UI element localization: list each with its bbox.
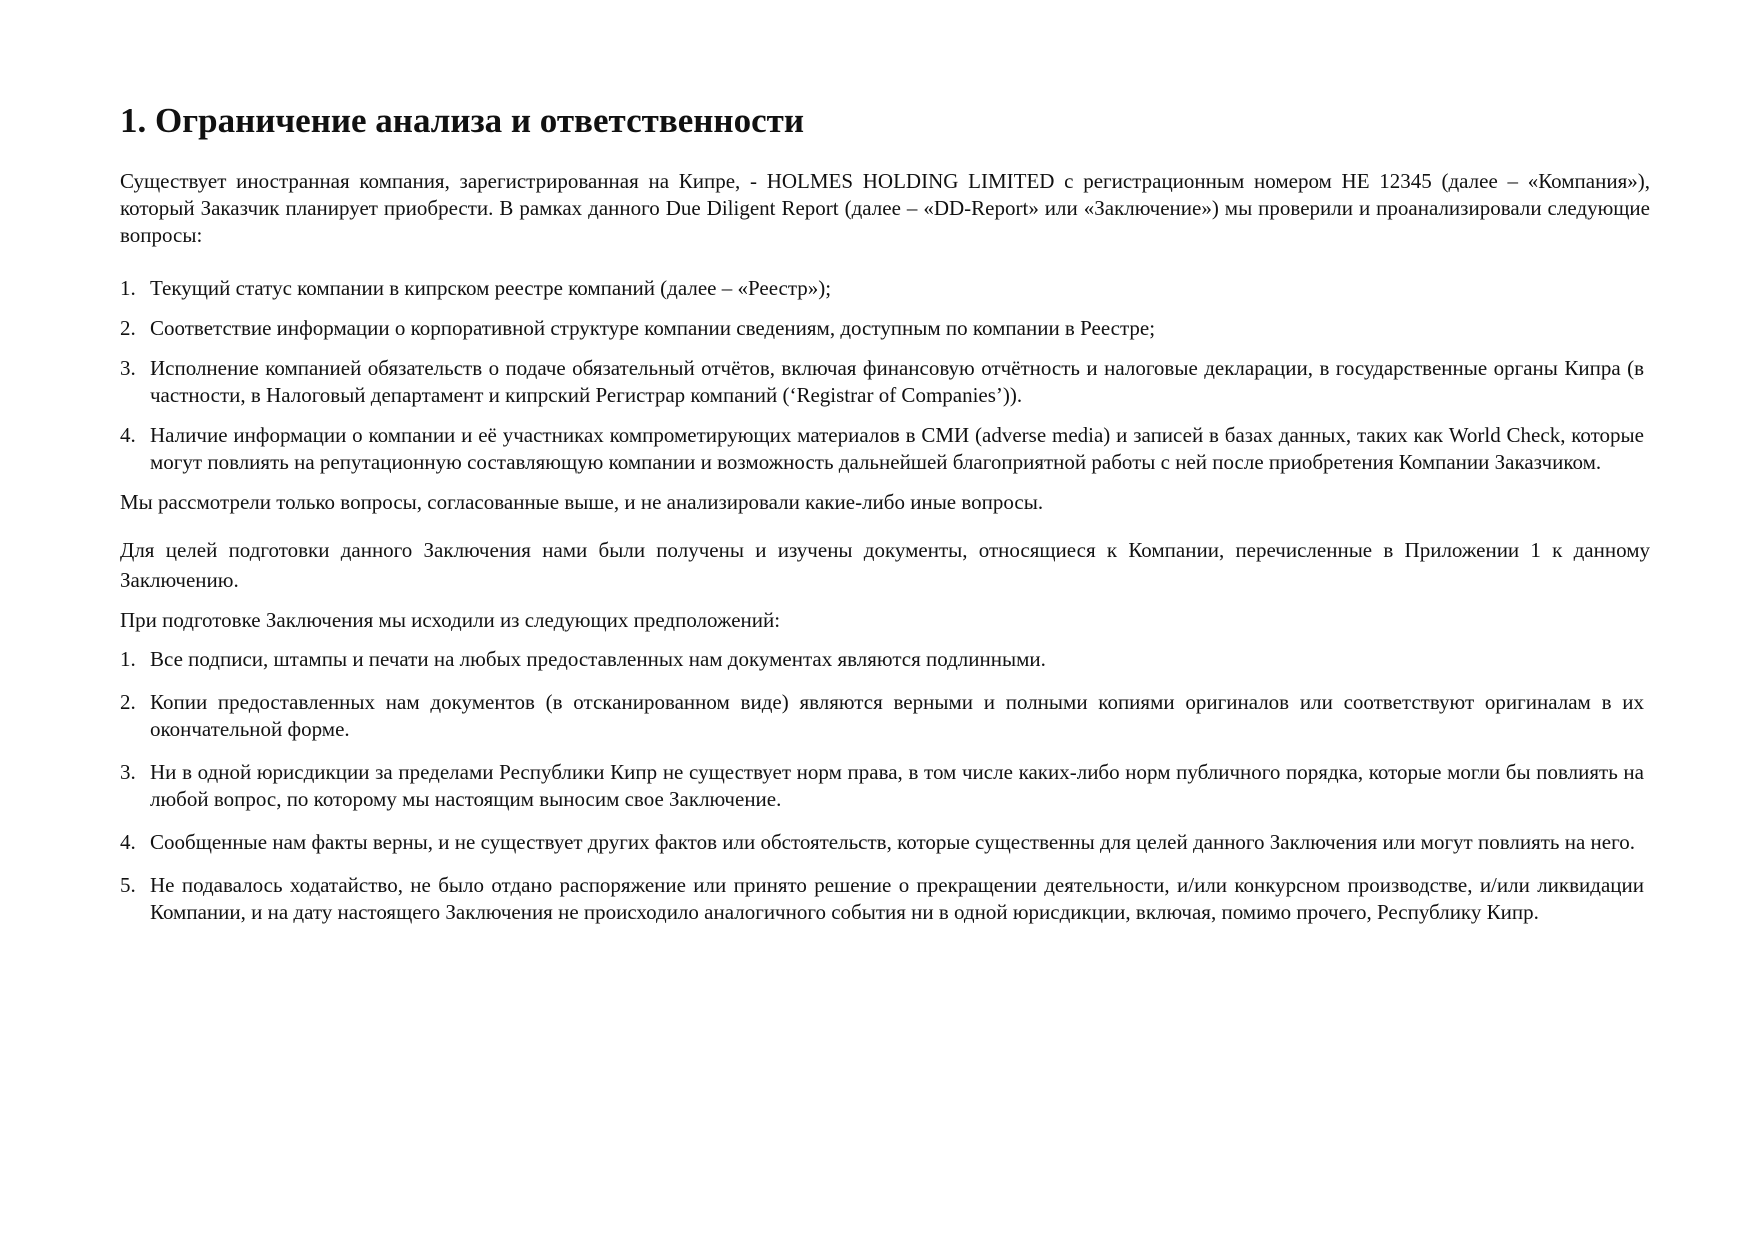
- list-item-text: Все подписи, штампы и печати на любых предоставленных нам документах являются подлинными.: [150, 647, 1046, 671]
- list-number: 4.: [120, 423, 136, 447]
- list-item: [120, 646, 1650, 673]
- list-number: 1.: [120, 647, 136, 671]
- list-item-text: Копии предоставленных нам документов (в отсканированном виде) являются верными и полными копиями оригиналов или соответствуют оригиналам в их окончательной форме.: [150, 690, 1644, 741]
- list-item-text: Не подавалось ходатайство, не было отдано распоряжение или принято решение о прекращении деятельности, и/или конкурсном производстве, и/или ликвидации Компании, и на дату настоящего Заключения не происходило аналогичного события ни в одной юрисдикции, включая, помимо прочего, Республику Кипр.: [150, 873, 1644, 924]
- scope-list: [120, 275, 1650, 476]
- scope-note-paragraph: Мы рассмотрели только вопросы, согласованные выше, и не анализировали какие-либо иные вопросы.: [120, 490, 1044, 514]
- list-number: 4.: [120, 830, 136, 854]
- document-page: [120, 100, 1650, 942]
- list-item: [120, 872, 1650, 926]
- list-item: [120, 275, 1650, 302]
- list-number: 2.: [120, 316, 136, 340]
- assumptions-intro: При подготовке Заключения мы исходили из следующих предположений:: [120, 608, 781, 632]
- list-item: [120, 759, 1650, 813]
- documents-paragraph: Для целей подготовки данного Заключения нами были получены и изучены документы, относящиеся к Компании, перечисленные в Приложении 1 к данному Заключению.: [120, 538, 1650, 592]
- list-item: [120, 315, 1650, 342]
- list-item: [120, 829, 1650, 856]
- list-item: [120, 689, 1650, 743]
- list-number: 1.: [120, 276, 136, 300]
- list-item-text: Ни в одной юрисдикции за пределами Республики Кипр не существует норм права, в том числе каких-либо норм публичного порядка, которые могли бы повлиять на любой вопрос, по которому мы настоящим выносим свое Заключение.: [150, 760, 1644, 811]
- assumptions-list: [120, 646, 1650, 926]
- list-number: 5.: [120, 873, 136, 897]
- list-item-text: Сообщенные нам факты верны, и не существует других фактов или обстоятельств, которые существенны для целей данного Заключения или могут повлиять на него.: [150, 830, 1635, 854]
- list-number: 3.: [120, 356, 136, 380]
- list-number: 3.: [120, 760, 136, 784]
- list-item-text: Текущий статус компании в кипрском реестре компаний (далее – «Реестр»);: [150, 276, 832, 300]
- list-item-text: Соответствие информации о корпоративной структуре компании сведениям, доступным по компании в Реестре;: [150, 316, 1156, 340]
- list-item-text: Наличие информации о компании и её участниках компрометирующих материалов в СМИ (adverse media) и записей в базах данных, таких как World Check, которые могут повлиять на репутационную составляющую компании и возможность дальнейшей благоприятной работы с ней после приобретения Компании Заказчиком.: [150, 423, 1644, 474]
- section-heading: 1. Ограничение анализа и ответственности: [120, 101, 804, 140]
- list-number: 2.: [120, 690, 136, 714]
- list-item: [120, 422, 1650, 476]
- intro-paragraph: Существует иностранная компания, зарегистрированная на Кипре, - HOLMES HOLDING LIMITED с регистрационным номером HE 12345 (далее – «Компания»), который Заказчик планирует приобрести. В рамках данного Due Diligent Report (далее – «DD-Report» или «Заключение») мы проверили и проанализировали следующие вопросы:: [120, 169, 1650, 247]
- list-item-text: Исполнение компанией обязательств о подаче обязательный отчётов, включая финансовую отчётность и налоговые декларации, в государственные органы Кипра (в частности, в Налоговый департамент и кипрский Регистрар компаний (‘Registrar of Companies’)).: [150, 356, 1644, 407]
- list-item: [120, 355, 1650, 409]
